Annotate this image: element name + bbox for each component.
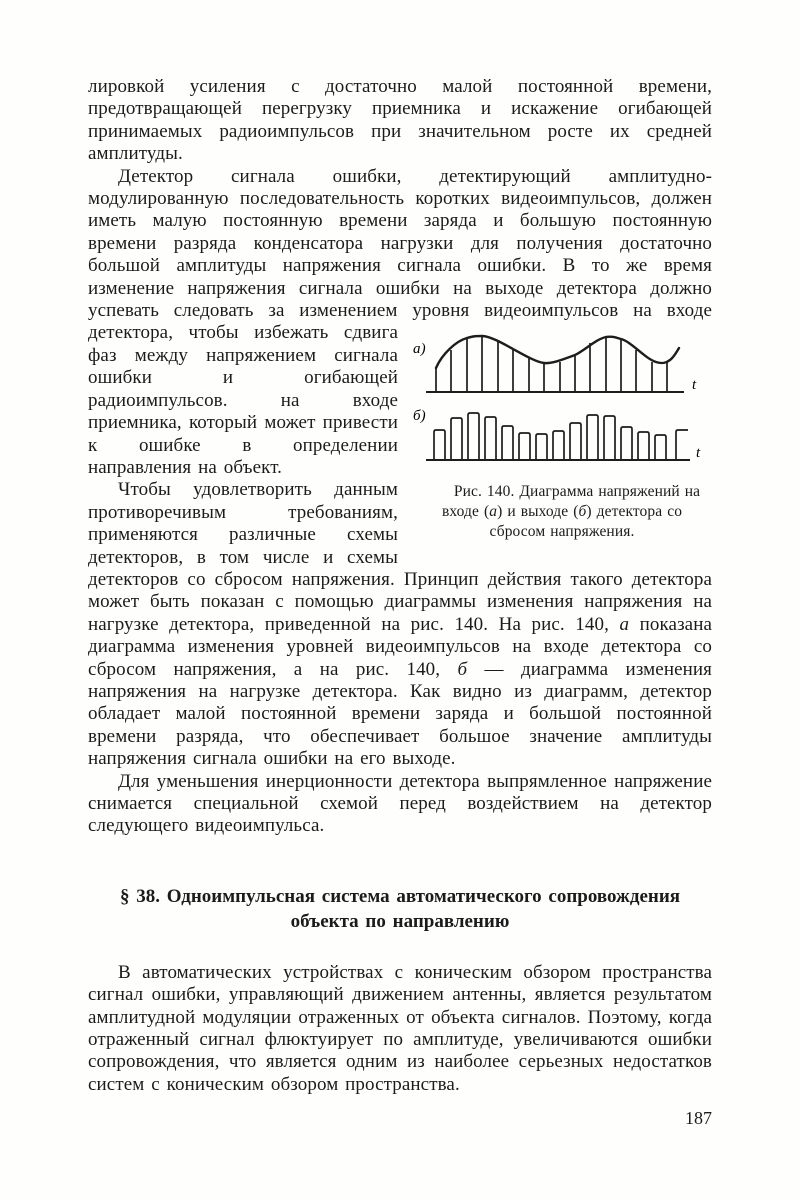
waveform-a-diagram <box>412 326 712 400</box>
paragraph-5 <box>88 962 712 1096</box>
figure-caption-a: а <box>489 503 498 521</box>
waveform-b-pulses <box>434 413 688 460</box>
figure-caption <box>412 482 712 542</box>
paragraph-1 <box>88 76 712 166</box>
section-heading: § 38. Одноимпульсная система автоматического сопровождения объекта по направлению <box>119 885 681 932</box>
waveform-a-envelope <box>436 336 679 368</box>
paragraph-5-text: В автоматических устройствах с коническим обзором пространства сигнал ошибки, управляющий движением антенны, является результатом амплитудной модуляции отраженных от объекта сигналов. Поэтому, когда отраженный сигнал флюктуирует по амплитуде, увеличиваются ошибки сопровождения, что является одним из наиболее серьезных недостатков систем с коническим обзором пространства. <box>88 961 712 1095</box>
figure-caption-text: Рис. 140. Диаграмма напряжений на входе ( <box>441 483 701 521</box>
waveform-b-t-label: t <box>696 445 701 462</box>
figure-caption-text: ) и выходе ( <box>497 503 579 521</box>
paragraph-3-text: Чтобы удовлетворить данным противоречивым требованиям, применяются различные схемы детекторов, в том числе и схемы детекторов со сбросом напряжения. Принцип действия такого детектора может быть показан с помощью диаграммы изменения напряжения на нагрузке детектора, приведенной на рис. 140. На рис. 140, <box>88 479 712 635</box>
paragraph-4 <box>88 771 712 838</box>
figure-caption-text: ) детектора со сбросом напряжения. <box>489 503 683 541</box>
paragraph-2 <box>88 165 713 541</box>
waveform-b-label: б) <box>413 408 426 425</box>
paragraph-3-ref-b: б <box>457 658 468 680</box>
paragraph-3-ref-a: а <box>619 613 630 635</box>
paragraph-3-text: — диаграмма изменения напряжения на нагрузке детектора. Как видно из диаграмм, детектор обладает малой постоянной времени заряда и большой постоянной времени разряда, что обеспечивает большое значение амплитуды напряжения сигнала ошибки на его выходе. <box>88 658 712 770</box>
waveform-b-diagram <box>412 400 712 468</box>
paragraph-1-text: лировкой усиления с достаточно малой постоянной времени, предотвращающей перегрузку приемника и искажение огибающей принимаемых радиоимпульсов при значительном росте их средней амплитуды. <box>88 76 712 165</box>
waveform-a-label: а) <box>413 341 426 358</box>
waveform-a-t-label: t <box>692 377 697 394</box>
paragraph-2-text-a: Детектор сигнала ошибки, детектирующий амплитудно-модулированную последовательность коротких видеоимпульсов, должен иметь малую постоянную времени заряда и большую постоянную времени разряда конденсатора нагрузки для получения достаточно большой амплитуды напряжения сигнала ошибки. В то же время изменение напряжения сигнала ошибки на выходе детектора должно успевать следовать за изменением уровня <box>88 165 712 322</box>
page-number: 187 <box>685 1108 712 1129</box>
paragraph-4-text: Для уменьшения инерционности детектора выпрямленное напряжение снимается специальной схемой перед воздействием на детектор следующего видеоимпульса. <box>88 770 712 837</box>
figure-140 <box>412 326 712 542</box>
paragraph-2-text-b: видеоимпульсов на входе детектора, чтобы избежать сдвига фаз между напряжением сигнала ошибки и огибающей радиоимпульсов. на входе приемника, который может привести к ошибке в определении направления на объект. <box>88 300 713 478</box>
figure-caption-b: б <box>578 503 587 521</box>
paragraph-3-text: показана диаграмма изменения уровней видеоимпульсов на входе детектора со сбросом напряжения, а на рис. 140, <box>88 613 713 680</box>
